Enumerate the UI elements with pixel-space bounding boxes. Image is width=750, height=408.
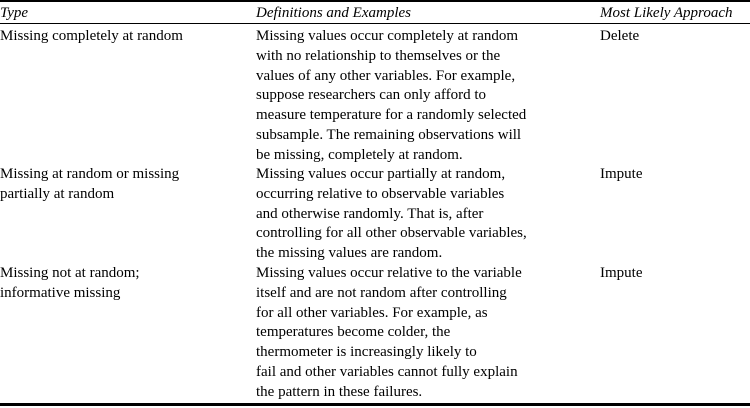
header-definitions: Definitions and Examples: [256, 5, 411, 21]
row-2-type-line: partially at random: [0, 185, 115, 202]
header-approach: Most Likely Approach: [600, 5, 733, 21]
header-rule: [0, 23, 750, 24]
header-type: Type: [0, 5, 29, 21]
row-3-definition: [256, 264, 556, 403]
row-1-approach: [600, 27, 750, 47]
row-1-definition-line: values of any other variables. For example,: [256, 67, 516, 84]
row-3-definition-line: Missing values occur relative to the variable: [256, 265, 522, 281]
table-bottom-rule: [0, 403, 750, 406]
row-2-approach-value: Impute: [600, 166, 643, 182]
row-3-definition-line: fail and other variables cannot fully explain: [256, 363, 518, 380]
row-3-type-line: Missing not at random;: [0, 265, 140, 281]
row-2-approach: [600, 165, 750, 185]
row-2-definition-line: occurring relative to observable variables: [256, 185, 505, 202]
row-3-definition-line: the pattern in these failures.: [256, 383, 423, 400]
table-top-rule: [0, 0, 750, 2]
row-3-definition-line: for all other variables. For example, as: [256, 304, 488, 321]
row-2-type-line: Missing at random or missing: [0, 166, 180, 182]
row-1-approach-value: Delete: [600, 28, 640, 44]
row-1-type-line: Missing completely at random: [0, 28, 183, 44]
row-3-definition-line: itself and are not random after controlling: [256, 284, 507, 301]
row-1-definition-line: subsample. The remaining observations will: [256, 126, 522, 143]
row-2-type: [0, 165, 225, 205]
row-3-definition-line: thermometer is increasingly likely to: [256, 344, 477, 361]
row-3-definition-line: temperatures become colder, the: [256, 324, 451, 341]
row-1-definition-line: suppose researchers can only afford to: [256, 87, 487, 104]
row-2-definition-line: and otherwise randomly. That is, after: [256, 205, 484, 222]
row-3-type: [0, 264, 225, 304]
row-1-definition-line: measure temperature for a randomly selected: [256, 107, 527, 124]
row-3-approach: [600, 264, 750, 284]
row-1-definition-line: with no relationship to themselves or the: [256, 47, 501, 64]
row-2-definition-line: the missing values are random.: [256, 245, 443, 262]
row-2-definition-line: controlling for all other observable variables,: [256, 225, 527, 242]
row-2-definition-line: Missing values occur partially at random,: [256, 166, 506, 182]
row-1-definition-line: be missing, completely at random.: [256, 146, 463, 163]
row-3-type-line: informative missing: [0, 284, 121, 301]
row-1-definition-line: Missing values occur completely at random: [256, 28, 519, 44]
row-3-approach-value: Impute: [600, 265, 643, 281]
row-2-definition: [256, 165, 556, 264]
row-1-type: [0, 27, 225, 47]
row-1-definition: [256, 27, 556, 166]
